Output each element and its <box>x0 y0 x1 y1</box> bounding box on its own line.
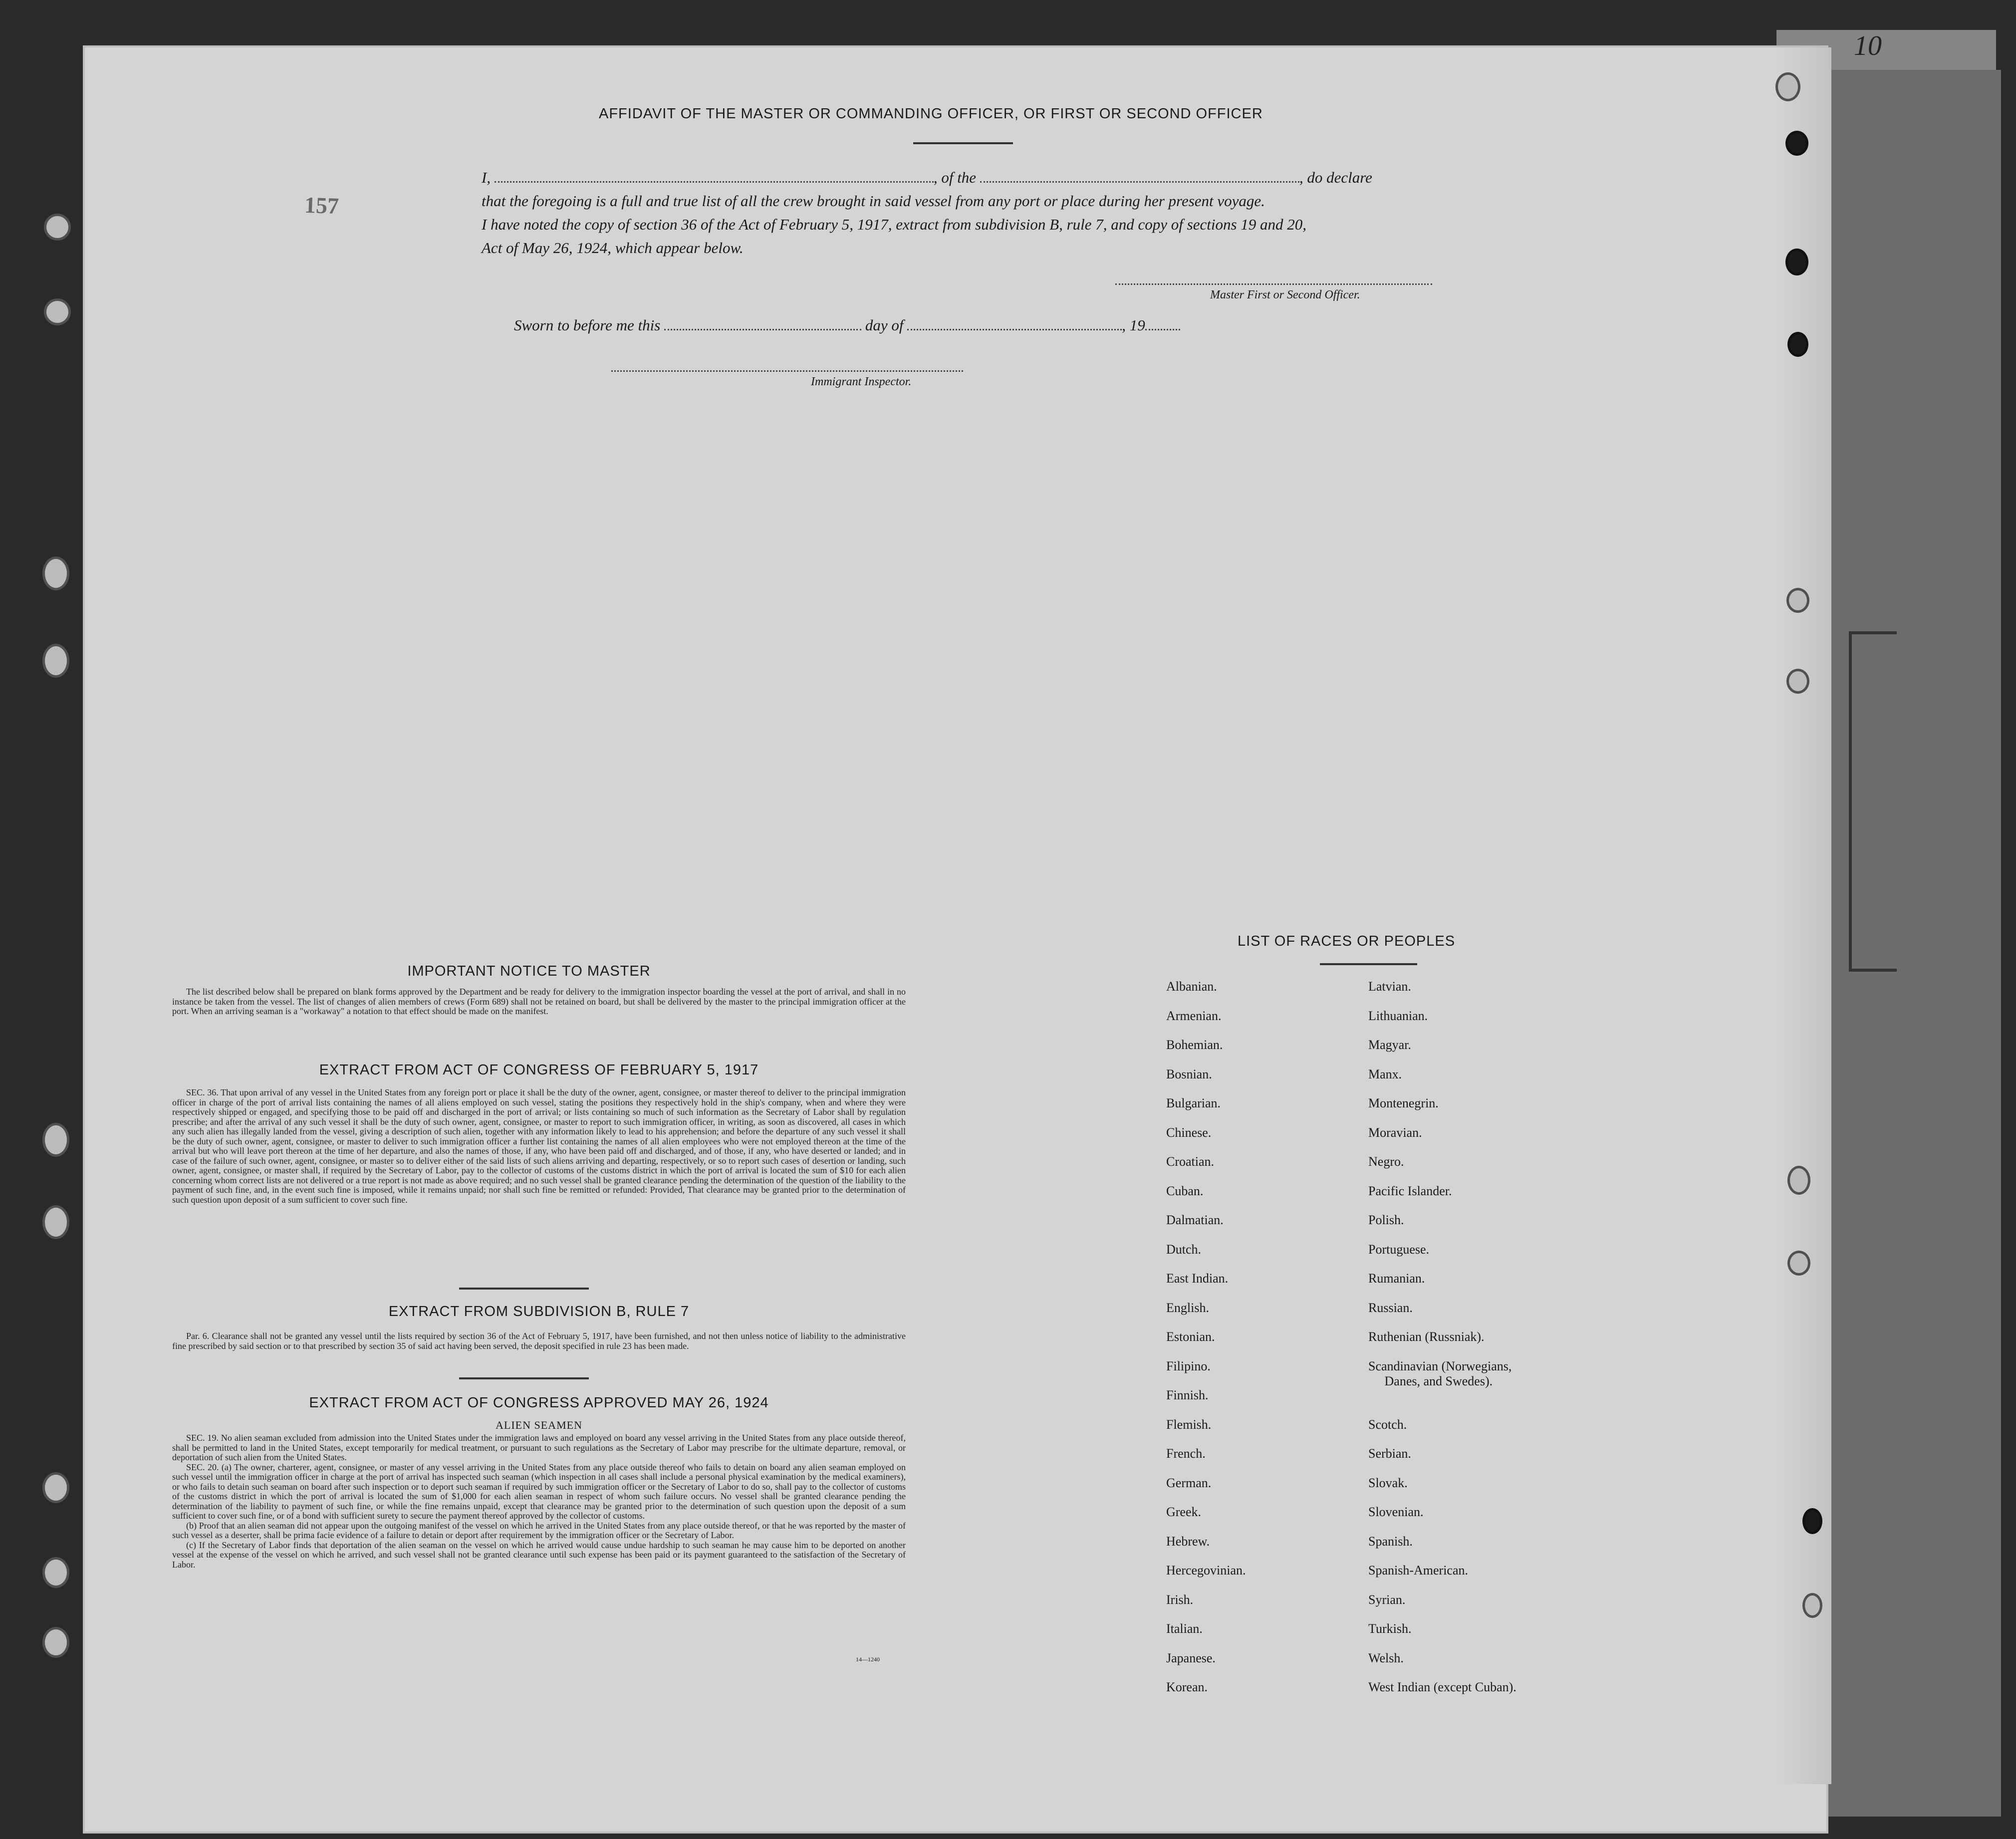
races-title-rule <box>1320 963 1417 965</box>
race-item: Hebrew. <box>1166 1534 1210 1549</box>
binder-hole <box>1785 131 1808 156</box>
binder-hole <box>42 1557 69 1588</box>
section-rule <box>459 1288 589 1290</box>
race-item: West Indian (except Cuban). <box>1368 1680 1516 1694</box>
affidavit-line-1 <box>482 169 1372 187</box>
race-item: Rumanian. <box>1368 1271 1425 1286</box>
binder-hole <box>1786 588 1809 613</box>
title-rule <box>913 142 1013 144</box>
background-sheet-underlay <box>1821 70 2001 1817</box>
year-text: , 19 <box>1122 316 1145 334</box>
binder-hole <box>44 214 71 241</box>
race-item: Flemish. <box>1166 1417 1212 1432</box>
race-item: Bulgarian. <box>1166 1096 1221 1110</box>
sworn-line <box>514 316 1180 334</box>
races-column-1 <box>1166 979 1246 1709</box>
alien-seamen-subtitle: ALIEN SEAMEN <box>496 1419 582 1431</box>
binder-hole <box>42 1205 69 1239</box>
sworn-day-blank <box>664 328 861 330</box>
race-item: Portuguese. <box>1368 1242 1430 1257</box>
extract-rule7-title: EXTRACT FROM SUBDIVISION B, RULE 7 <box>388 1304 690 1319</box>
race-item: Japanese. <box>1166 1650 1216 1665</box>
race-item: Ruthenian (Russniak). <box>1368 1329 1485 1344</box>
race-item: Albanian. <box>1166 979 1217 994</box>
race-item: Slovenian. <box>1368 1505 1424 1519</box>
race-item: Italian. <box>1166 1621 1203 1636</box>
binder-hole <box>1787 1251 1810 1276</box>
extract-1917-title: EXTRACT FROM ACT OF CONGRESS OF FEBRUARY 5, 1917 <box>319 1062 759 1078</box>
race-item: Finnish. <box>1166 1388 1209 1402</box>
race-item: Greek. <box>1166 1505 1202 1519</box>
binder-hole <box>1775 72 1800 101</box>
race-item: Moravian. <box>1368 1125 1422 1140</box>
handwritten-stamp: 157 <box>304 192 339 219</box>
race-item: Dalmatian. <box>1166 1213 1224 1227</box>
binder-hole <box>1787 332 1808 357</box>
race-item: Cuban. <box>1166 1183 1204 1198</box>
extract-1917-body <box>172 1088 906 1205</box>
race-item: Magyar. <box>1368 1038 1411 1052</box>
master-signature-label: Master First or Second Officer. <box>1210 288 1360 301</box>
section-19-text: SEC. 19. No alien seaman excluded from admission into the United States under the immigration laws and employed on board any vessel arriving in the United States from any place outside thereof, shall be permitted to land in the United States, except temporarily for medical treatment, or pursuant to such regulations as the Secretary of Labor may prescribe for the ultimate departure, removal, or deportation of such alien from the United States. <box>172 1433 906 1462</box>
race-item: East Indian. <box>1166 1271 1229 1286</box>
races-title: LIST OF RACES OR PEOPLES <box>1238 933 1456 949</box>
race-item: Pacific Islander. <box>1368 1183 1452 1198</box>
binder-hole <box>42 1472 69 1503</box>
binder-hole <box>42 644 69 678</box>
race-item: French. <box>1166 1446 1206 1461</box>
vessel-blank <box>980 181 1299 183</box>
race-item: Croatian. <box>1166 1154 1215 1169</box>
month-blank <box>907 328 1122 330</box>
race-item: Spanish. <box>1368 1534 1413 1549</box>
year-blank <box>1145 328 1180 330</box>
race-item: Polish. <box>1368 1213 1404 1227</box>
name-blank <box>495 181 934 183</box>
race-item: Spanish-American. <box>1368 1563 1469 1577</box>
race-item: English. <box>1166 1300 1209 1315</box>
notice-body <box>172 987 906 1017</box>
section-20a-text: SEC. 20. (a) The owner, charterer, agent, consignee, or master of any vessel arriving in the United States from any place outside thereof who fails to detain on board any alien seaman employed on such vessel until the immigration officer in charge at the port of arrival has inspected such seaman (which inspection in all cases shall include a personal physical examination by the medical examiners), or who fails to detain such seaman on board after such inspection or to deport such seaman if required by such immigration officer or the Secretary of Labor to do so, shall pay to the collector of customs of the customs district in which the port of arrival is located the sum of $1,000 for each alien seaman in respect of whom such failure occurs. No vessel shall be granted clearance pending the determination of the liability to payment of such fine, or while the fine remains unpaid, except that clearance may be granted prior to the determination of such question upon the deposit of a sum sufficient to cover such fine, or of a bond with sufficient surety to secure the payment thereof approved by the collector of customs. <box>172 1462 906 1521</box>
race-item: Russian. <box>1368 1300 1413 1315</box>
affidavit-line-3: I have noted the copy of section 36 of the Act of February 5, 1917, extract from subdivision B, rule 7, and copy of sections 19 and 20, <box>482 216 1307 233</box>
race-item: Slovak. <box>1368 1475 1408 1490</box>
binder-hole <box>1802 1593 1822 1618</box>
race-item: Chinese. <box>1166 1125 1212 1140</box>
binder-hole <box>1785 249 1808 275</box>
race-item: Irish. <box>1166 1592 1194 1607</box>
race-item: Armenian. <box>1166 1008 1222 1023</box>
extract-1917-text: SEC. 36. That upon arrival of any vessel in the United States from any foreign port or place it shall be the duty of the owner, agent, consignee, or master thereof to deliver to the principal immigration officer in charge of the port of arrival lists containing the names of all aliens employed on such vessel, stating the positions they respectively hold in the ship's company, when and where they were respectively shipped or engaged, and specifying those to be paid off and discharged in the port of arrival; or lists containing so much of such information as the Secretary of Labor shall by regulation prescribe; and after the arrival of any such vessel it shall be the duty of such owner, agent, consignee, or master to report to such immigration officer, in writing, as soon as discovered, all cases in which any such alien has illegally landed from the vessel, giving a description of such alien, together with any information likely to lead to his apprehension; and before the departure of any such vessel it shall be the duty of such owner, agent, consignee, or master to deliver to such immigration officer a further list containing the names of all alien employees who were not employed thereon at the time of the arrival but who will leave port thereon at the time of her departure, and also the names of those, if any, who have been paid off and discharged, and of those, if any, who have deserted or landed; and in case of the failure of such owner, agent, consignee, or master so to deliver either of the said lists of such aliens arriving and departing, respectively, or so to report such cases of desertion or landing, such owner, agent, consignee, or master shall, if required by the Secretary of Labor, pay to the collector of customs of the customs district in which the port of arrival is located the sum of $10 for each alien concerning whom correct lists are not delivered or a true report is not made as above required; and no such vessel shall be granted clearance pending the determination of the question of the liability to the payment of such fine, and, in the event such fine is imposed, while it remains unpaid; nor shall such fine be remitted or refunded: Provided, That clearance may be granted prior to the determination of such question upon deposit of a sum sufficient to cover such fine. <box>172 1087 906 1205</box>
section-20b-text: (b) Proof that an alien seaman did not appear upon the outgoing manifest of the vessel on which he arrived in the United States from any place outside thereof, or that he was reported by the master of such vessel as a deserter, shall be prima facie evidence of a failure to detain or deport after requirement by the immigration officer or the Secretary of Labor. <box>172 1520 906 1540</box>
race-item: Bohemian. <box>1166 1038 1223 1052</box>
race-item: Scandinavian (Norwegians, Danes, and Swedes). <box>1368 1358 1512 1388</box>
binder-hole <box>42 556 69 590</box>
affidavit-i: I, <box>482 169 491 186</box>
extract-rule7-body <box>172 1331 906 1351</box>
binder-hole <box>1787 1166 1810 1195</box>
race-item: Filipino. <box>1166 1358 1211 1373</box>
race-item: Montenegrin. <box>1368 1096 1439 1110</box>
race-item: Welsh. <box>1368 1650 1404 1665</box>
binder-hole <box>44 298 71 325</box>
day-of-text: day of <box>865 316 904 334</box>
binder-hole <box>42 1123 69 1157</box>
binder-hole <box>42 1627 69 1658</box>
form-number: 14—1240 <box>856 1656 880 1663</box>
race-item: Negro. <box>1368 1154 1404 1169</box>
race-item: Korean. <box>1166 1680 1208 1694</box>
race-item: Manx. <box>1368 1066 1402 1081</box>
race-item: Dutch. <box>1166 1242 1202 1257</box>
binder-hole <box>1786 669 1809 694</box>
race-item: Scotch. <box>1368 1417 1407 1432</box>
affidavit-line-4: Act of May 26, 1924, which appear below. <box>482 239 744 257</box>
race-item: Latvian. <box>1368 979 1411 994</box>
race-item: Hercegovinian. <box>1166 1563 1246 1577</box>
page-number: 10 <box>1854 30 1882 61</box>
notice-title: IMPORTANT NOTICE TO MASTER <box>407 963 651 979</box>
race-item: Estonian. <box>1166 1329 1215 1344</box>
race-item: German. <box>1166 1475 1212 1490</box>
section-rule <box>459 1377 589 1379</box>
inspector-signature-label: Immigrant Inspector. <box>811 375 912 388</box>
affidavit-line-2: that the foregoing is a full and true list of all the crew brought in said vessel from any port or place during her present voyage. <box>482 192 1265 210</box>
extract-rule7-text: Par. 6. Clearance shall not be granted any vessel until the lists required by section 36 of the Act of February 5, 1917, have been furnished, and not then unless notice of liability to the administrative fine prescribed by said section or to that prescribed by section 35 of said act having been served, the deposit specified in rule 23 has been made. <box>172 1331 906 1351</box>
affidavit-title: AFFIDAVIT OF THE MASTER OR COMMANDING OFFICER, OR FIRST OR SECOND OFFICER <box>599 106 1263 122</box>
master-signature-line <box>1115 283 1432 285</box>
race-item: Bosnian. <box>1166 1066 1212 1081</box>
affidavit-of-the: , of the <box>933 169 977 186</box>
race-item: Syrian. <box>1368 1592 1406 1607</box>
background-stamp-box <box>1849 631 1897 972</box>
sworn-text: Sworn to before me this <box>514 316 661 334</box>
race-item: Turkish. <box>1368 1621 1412 1636</box>
affidavit-do-declare: , do declare <box>1299 169 1372 186</box>
section-20c-text: (c) If the Secretary of Labor finds that deportation of the alien seaman on the vessel on which he arrived would cause undue hardship to such seaman he may cause him to be deported on another vessel at the expense of the vessel on which he arrived, and such vessel shall not be granted clearance until such expense has been paid or its payment guaranteed to the satisfaction of the Secretary of Labor. <box>172 1540 906 1570</box>
races-column-2 <box>1368 979 1516 1709</box>
race-item: Lithuanian. <box>1368 1008 1428 1023</box>
race-item: Serbian. <box>1368 1446 1411 1461</box>
extract-1924-body <box>172 1433 906 1570</box>
notice-text: The list described below shall be prepared on blank forms approved by the Department and be ready for delivery to the immigration inspector boarding the vessel at the port of arrival, and shall in no instance be taken from the vessel. The list of changes of alien members of crews (Form 689) shall not be retained on board, but shall be delivered by the master to the principal immigration officer at the port. When an arriving seaman is a "workaway" a notation to that effect should be made on the manifest. <box>172 987 906 1016</box>
inspector-signature-line <box>611 370 963 372</box>
binder-hole <box>1802 1508 1822 1534</box>
extract-1924-title: EXTRACT FROM ACT OF CONGRESS APPROVED MAY 26, 1924 <box>309 1395 769 1411</box>
